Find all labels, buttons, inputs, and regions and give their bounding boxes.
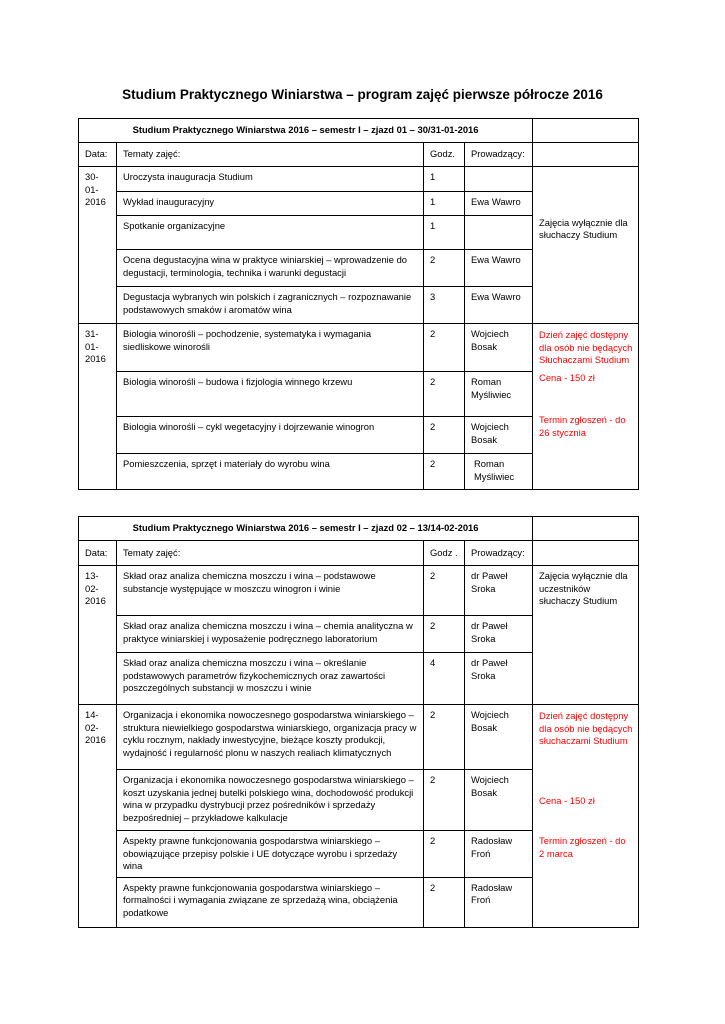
lecturer-cell [465,167,533,192]
column-header-lecturer: Prowadzący: [465,143,533,167]
lecturer-cell: Roman Myśliwiec [465,454,533,490]
notes-cell [533,192,639,324]
column-header-hours: Godz. [424,143,465,167]
hours-cell: 2 [424,372,465,417]
topic-cell: Aspekty prawne funkcjonowania gospodarstwa winiarskiego – obowiązujące przepisy polskie i UE dotyczące wyrobu i sprzedaży wina [117,831,424,878]
note-members-only: Zajęcia wyłącznie dla słuchaczy Studium [539,216,628,241]
hours-cell: 1 [424,167,465,192]
notes-cell [533,566,639,705]
lecturer-cell: Wojciech Bosak [465,417,533,454]
column-header-topics: Tematy zajęć: [117,541,424,566]
hours-cell: 2 [424,417,465,454]
note-members-only: Zajęcia wyłącznie dla uczestników słuchaczy Studium [539,570,628,607]
hours-cell: 2 [424,454,465,490]
table-row [79,167,639,192]
topic-cell: Biologia winorośli – budowa i fizjologia winnego krzewu [117,372,424,417]
column-header-lecturer: Prowadzący: [465,541,533,566]
topic-cell: Skład oraz analiza chemiczna moszczu i wina – podstawowe substancje występujące w moszczu winogron i winie [117,566,424,616]
hours-cell: 4 [424,653,465,705]
lecturer-cell: Wojciech Bosak [465,705,533,770]
topic-cell: Organizacja i ekonomika nowoczesnego gospodarstwa winiarskiego – koszt uzyskania jednej butelki polskiego wina, dochodowość produkcji wina w przypadku dystrybucji przez pośredników i sprzedaży bezpośredniej – przykładowe kalkulacje [117,770,424,831]
lecturer-cell: Radosław Froń [465,877,533,927]
table-header: Studium Praktycznego Winiarstwa 2016 – semestr I – zjazd 01 – 30/31-01-2016 [79,119,533,143]
column-header-topics: Tematy zajęć: [117,143,424,167]
hours-cell: 2 [424,250,465,287]
date-cell: 13-02-2016 [79,566,117,705]
lecturer-cell: Ewa Wawro [465,192,533,216]
topic-cell: Biologia winorośli – pochodzenie, systematyka i wymagania siedliskowe winorośli [117,324,424,372]
document-title: Studium Praktycznego Winiarstwa – program zajęć pierwsze półrocze 2016 [122,87,603,102]
lecturer-cell [465,216,533,250]
topic-cell: Aspekty prawne funkcjonowania gospodarstwa winiarskiego – formalności i wymagania związane ze sprzedażą wina, obciążenia podatkowe [117,877,424,927]
lecturer-cell: Ewa Wawro [465,250,533,287]
date-cell: 31-01-2016 [79,324,117,490]
table-row [79,705,639,770]
table-header: Studium Praktycznego Winiarstwa 2016 – semestr I – zjazd 02 – 13/14-02-2016 [79,517,533,541]
hours-cell: 2 [424,324,465,372]
topic-cell: Ocena degustacyjna wina w praktyce winiarskiej – wprowadzenie do degustacji, terminologia, technika i warunki degustacji [117,250,424,287]
column-header-notes [533,541,639,566]
table-row [79,566,639,616]
lecturer-cell: dr Paweł Sroka [465,566,533,616]
hours-cell: 3 [424,287,465,324]
topic-cell: Degustacja wybranych win polskich i zagranicznych – rozpoznawanie podstawowych smaków i aromatów wina [117,287,424,324]
table-header-empty-cell [533,517,639,541]
lecturer-cell: Roman Myśliwiec [465,372,533,417]
note-deadline: Termin zgłoszeń - do 2 marca [539,835,626,859]
topic-cell: Skład oraz analiza chemiczna moszczu i wina – określanie podstawowych parametrów fizykochemicznych oraz zawartości poszczególnych substancji w moszczu i winie [117,653,424,705]
hours-cell: 2 [424,616,465,653]
column-header-date: Data: [79,143,117,167]
table-row [79,324,639,372]
topic-cell: Organizacja i ekonomika nowoczesnego gospodarstwa winiarskiego – struktura niewielkiego gospodarstwa winiarskiego, organizacja pracy w cyklu rocznym, nakłady inwestycyjne, bieżące koszty produkcji, wydajność i regularność plonu w naszych realiach klimatycznych [117,705,424,770]
column-header-hours: Godz . [424,541,465,566]
column-header-notes [533,143,639,167]
lecturer-cell: Wojciech Bosak [465,324,533,372]
topic-cell: Biologia winorośli – cykl wegetacyjny i dojrzewanie winogron [117,417,424,454]
notes-cell [533,324,639,490]
topic-cell: Spotkanie organizacyjne [117,216,424,250]
schedule-table-zjazd-02 [78,516,639,928]
date-cell: 30-01-2016 [79,167,117,324]
topic-cell: Skład oraz analiza chemiczna moszczu i wina – chemia analityczna w praktyce winiarskiej i wyposażenie podręcznego laboratorium [117,616,424,653]
notes-cell [533,705,639,928]
lecturer-cell: dr Paweł Sroka [465,653,533,705]
hours-cell: 1 [424,216,465,250]
lecturer-cell: Radosław Froń [465,831,533,878]
table-header-empty-cell [533,119,639,143]
topic-cell: Wykład inauguracyjny [117,192,424,216]
hours-cell: 2 [424,831,465,878]
lecturer-cell: Wojciech Bosak [465,770,533,831]
note-deadline: Termin zgłoszeń - do 26 stycznia [539,414,626,438]
hours-cell: 2 [424,566,465,616]
note-open-day: Dzień zajęć dostępny dla osób nie będących Słuchaczami Studium [539,329,633,366]
topic-cell: Uroczysta inauguracja Studium [117,167,424,192]
column-header-date: Data: [79,541,117,566]
schedule-table-zjazd-01 [78,118,639,490]
table-row [79,192,639,216]
lecturer-cell: dr Paweł Sroka [465,616,533,653]
lecturer-cell: Ewa Wawro [465,287,533,324]
hours-cell: 2 [424,877,465,927]
hours-cell: 2 [424,770,465,831]
topic-cell: Pomieszczenia, sprzęt i materiały do wyrobu wina [117,454,424,490]
note-price: Cena - 150 zł [539,794,595,806]
note-price: Cena - 150 zł [539,371,595,383]
date-cell: 14-02-2016 [79,705,117,928]
notes-cell [533,167,639,192]
hours-cell: 2 [424,705,465,770]
note-open-day: Dzień zajęć dostępny dla osób nie będących słuchaczami Studium [539,710,633,747]
hours-cell: 1 [424,192,465,216]
